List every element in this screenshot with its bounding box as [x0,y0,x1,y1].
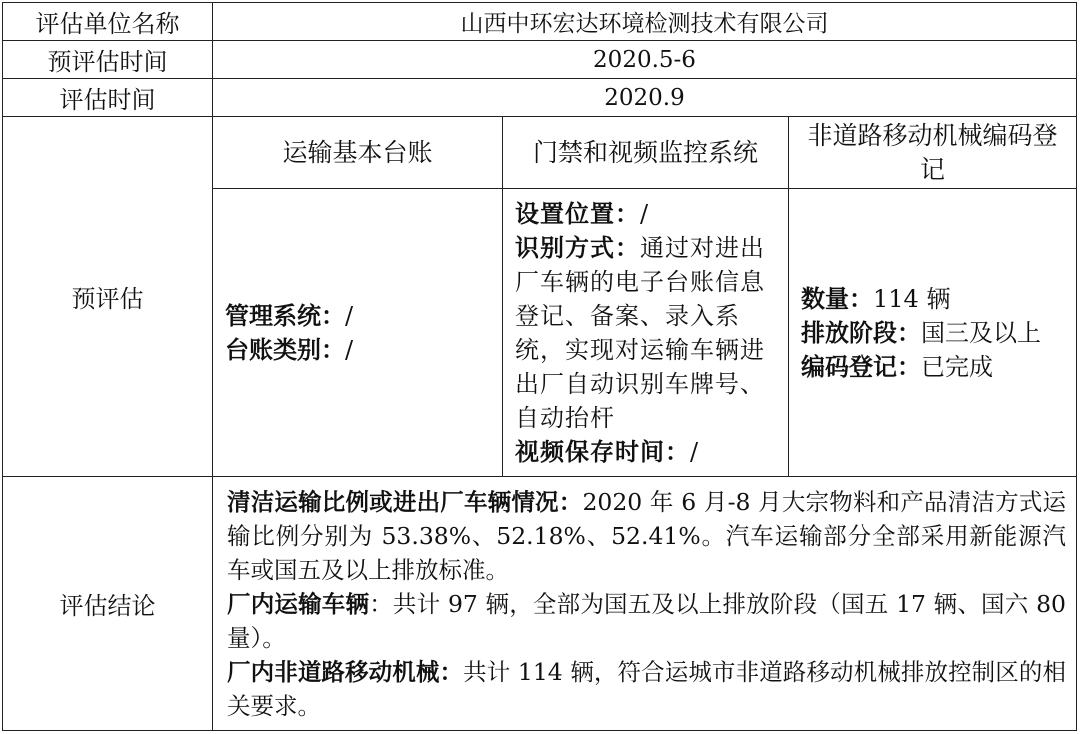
unit-value: 山西中环宏达环境检测技术有限公司 [213,3,1077,41]
pre-eval-label: 预评估 [3,117,213,477]
position-label: 设置位置： [515,198,640,228]
inplant-machinery-label: 厂内非道路移动机械： [227,657,464,686]
clean-transport-label: 清洁运输比例或进出厂车辆情况： [227,487,583,516]
video-label: 视频保存时间： [515,436,690,466]
method-value: 通过对进出厂车辆的电子台账信息登记、备案、录入系统，实现对运输车辆进出厂自动识别车牌号、自动抬杆 [515,233,765,432]
count-label: 数量： [801,283,873,313]
conclusion-cell [213,477,1077,731]
evaluation-table [2,2,1077,731]
mgmt-system-label: 管理系统： [225,300,345,330]
method-line [515,231,776,435]
inplant-machinery-text: 共计 114 辆，符合运城市非道路移动机械排放控制区的相关要求。 [227,657,1067,720]
gate-video-cell [503,189,789,477]
conclusion-paragraph-2 [227,587,1066,655]
row-eval-time [3,79,1077,117]
code-value: 已完成 [921,352,993,381]
conclusion-paragraph-1 [227,485,1066,587]
clean-transport-text: 2020 年 6 月-8 月大宗物料和产品清洁方式运输比例分别为 53.38%、52.18%、52.41%。汽车运输部分全部采用新能源汽车或国五及以上排放标准。 [227,487,1067,584]
ledger-type-label: 台账类别： [225,334,345,364]
header-transport-ledger: 运输基本台账 [213,117,503,189]
mgmt-system-value: / [345,301,354,330]
ledger-type-line [225,333,490,367]
position-value: / [640,199,650,228]
stage-label: 排放阶段： [801,317,921,347]
inplant-vehicles-text: ：共计 97 辆，全部为国五及以上排放阶段（国五 17 辆、国六 80 量）。 [227,589,1067,652]
count-value: 114 辆 [873,284,951,313]
count-line [801,282,1064,316]
inplant-vehicles-label: 厂内运输车辆 [227,589,370,618]
position-line [515,197,776,231]
stage-value: 国三及以上 [921,318,1041,347]
row-conclusion [3,477,1077,731]
code-label: 编码登记： [801,351,921,381]
header-gate-video: 门禁和视频监控系统 [503,117,789,189]
row-pre-eval-headers [3,117,1077,189]
nonroad-cell [789,189,1077,477]
method-label: 识别方式： [515,232,640,262]
conclusion-paragraph-3 [227,655,1066,723]
code-line [801,350,1064,384]
pre-time-value: 2020.5-6 [213,41,1077,79]
pre-time-label: 预评估时间 [3,41,213,79]
row-unit [3,3,1077,41]
unit-label: 评估单位名称 [3,3,213,41]
video-value: / [690,437,700,466]
eval-time-value: 2020.9 [213,79,1077,117]
transport-ledger-cell [213,189,503,477]
header-nonroad-registration: 非道路移动机械编码登记 [789,117,1077,189]
ledger-type-value: / [345,335,354,364]
conclusion-label: 评估结论 [3,477,213,731]
video-line [515,435,776,469]
eval-time-label: 评估时间 [3,79,213,117]
stage-line [801,316,1064,350]
row-pre-time [3,41,1077,79]
mgmt-system-line [225,299,490,333]
